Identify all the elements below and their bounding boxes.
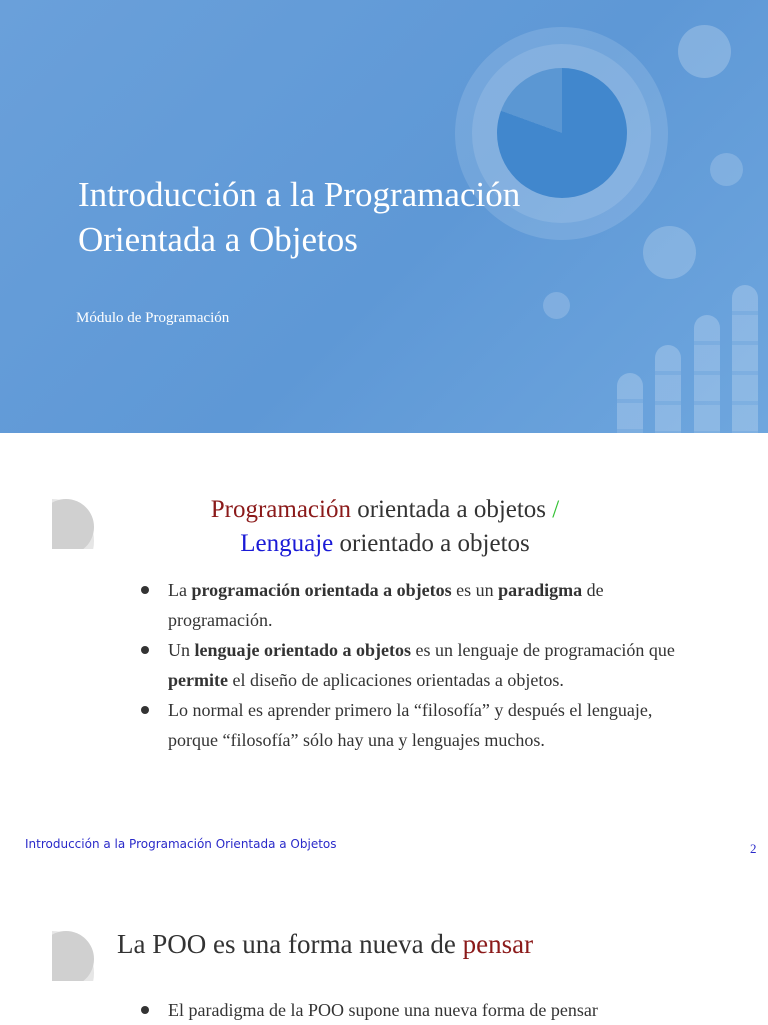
list-item: El paradigma de la POO supone una nueva forma de pensar xyxy=(141,995,706,1025)
decorative-arc-icon xyxy=(52,931,96,981)
list-item xyxy=(141,635,706,695)
bullet-text: La xyxy=(168,580,192,600)
page-number: 2 xyxy=(750,841,757,856)
title-slide xyxy=(0,0,768,433)
slide-3-heading xyxy=(117,926,533,962)
presentation-title: Introducción a la Programación Orientada a Objetos xyxy=(78,175,521,259)
decorative-bar xyxy=(694,315,720,433)
heading-emphasis-lenguaje: Lenguaje xyxy=(240,530,334,557)
decorative-bubble xyxy=(543,292,570,319)
decorative-bubble xyxy=(643,226,696,279)
slide-footer: Introducción a la Programación Orientada a Objetos xyxy=(25,837,337,851)
decorative-bubble xyxy=(678,25,731,78)
bullet-bold-text: programación orientada a objetos xyxy=(191,580,452,600)
bullet-text: Un xyxy=(168,640,195,660)
decorative-bar xyxy=(617,373,643,433)
slide-3 xyxy=(0,861,768,1024)
heading-slash: / xyxy=(552,496,560,523)
decorative-arc-icon xyxy=(52,499,96,549)
heading-text: La POO es una forma nueva de xyxy=(117,929,463,959)
bullet-list xyxy=(141,575,706,755)
list-item xyxy=(141,575,706,635)
heading-text: orientado a objetos xyxy=(333,530,530,557)
bullet-text: es un lenguaje de programación que xyxy=(410,640,675,660)
decorative-bar xyxy=(655,345,681,433)
bullet-bold-text: lenguaje orientado a objetos xyxy=(194,640,411,660)
bullet-text: el diseño de aplicaciones orientadas a objetos. xyxy=(227,670,564,690)
bullet-text: Lo normal es aprender primero la “filosofía” y después el lenguaje, porque “filosofía” sólo hay una y lenguajes muchos. xyxy=(168,700,653,750)
bullet-bold-text: paradigma xyxy=(498,580,583,600)
slide-2-heading xyxy=(100,493,670,561)
heading-emphasis-pensar: pensar xyxy=(462,929,534,959)
bullet-text: es un xyxy=(451,580,499,600)
bullet-list xyxy=(141,995,706,1025)
decorative-bar xyxy=(732,285,758,433)
decorative-bubble xyxy=(710,153,743,186)
heading-text: orientada a objetos xyxy=(350,496,553,523)
list-item xyxy=(141,695,706,755)
heading-emphasis-programacion: Programación xyxy=(210,496,351,523)
slide-2 xyxy=(0,433,768,861)
bullet-bold-text: permite xyxy=(168,670,228,690)
bullet-text: de programación. xyxy=(168,580,604,630)
presentation-subtitle: Módulo de Programación xyxy=(76,310,230,326)
